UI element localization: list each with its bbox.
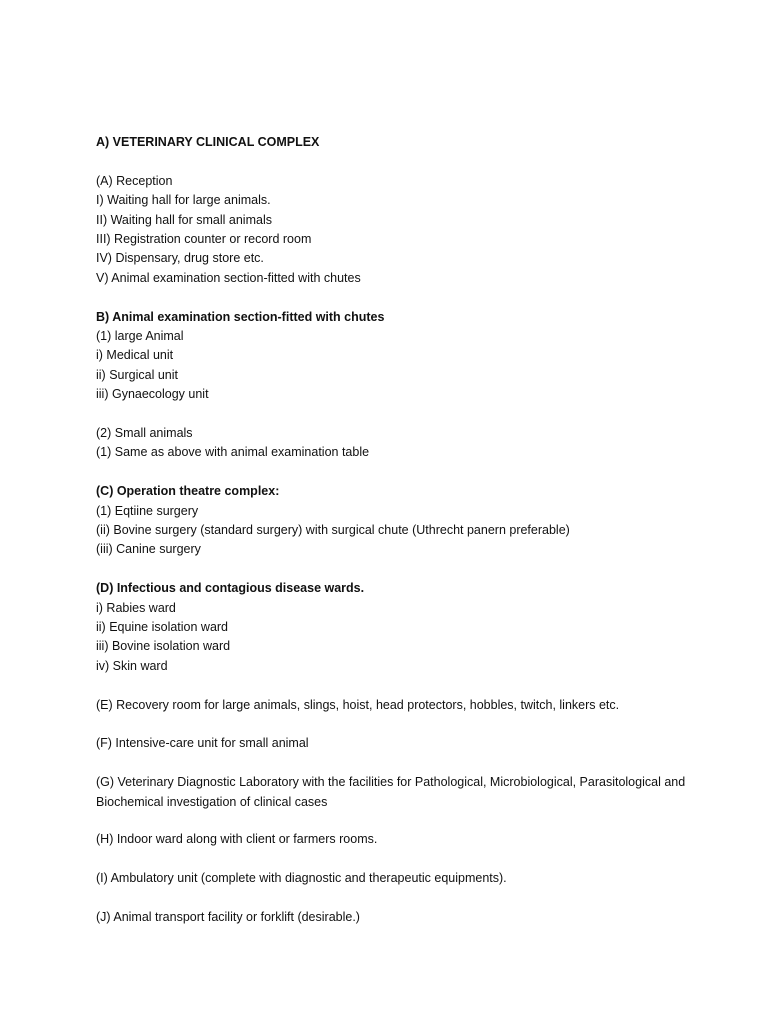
spacer <box>96 463 696 482</box>
list-item: i) Rabies ward <box>96 600 176 615</box>
document-body <box>96 133 696 927</box>
spacer <box>96 405 696 424</box>
spacer <box>96 850 696 869</box>
list-item: iii) Bovine isolation ward <box>96 639 231 654</box>
list-item: (ii) Bovine surgery (standard surgery) with surgical chute (Uthrecht panern preferable) <box>96 523 570 538</box>
list-item: I) Waiting hall for large animals. <box>96 193 271 208</box>
spacer <box>96 888 696 907</box>
spacer <box>96 152 696 171</box>
list-item: IV) Dispensary, drug store etc. <box>96 251 264 266</box>
ambulatory-unit-item: (I) Ambulatory unit (complete with diagnostic and therapeutic equipments). <box>96 870 507 885</box>
spacer <box>96 715 696 734</box>
list-item: II) Waiting hall for small animals <box>96 212 272 227</box>
diagnostic-lab-item: (G) Veterinary Diagnostic Laboratory with the facilities for Pathological, Microbiological, Parasitological and Biochemical investigation of clinical cases <box>96 775 686 809</box>
small-animal-heading: (2) Small animals <box>96 426 193 441</box>
list-item: (1) Same as above with animal examination table <box>96 445 370 460</box>
spacer <box>96 560 696 579</box>
list-item: III) Registration counter or record room <box>96 232 312 247</box>
list-item: i) Medical unit <box>96 348 174 363</box>
reception-heading: (A) Reception <box>96 173 173 188</box>
indoor-ward-item: (H) Indoor ward along with client or farmers rooms. <box>96 832 378 847</box>
document-title: A) VETERINARY CLINICAL COMPLEX <box>96 135 320 149</box>
operation-theatre-heading: (C) Operation theatre complex: <box>96 484 280 499</box>
spacer <box>96 812 696 830</box>
icu-item: (F) Intensive-care unit for small animal <box>96 736 309 751</box>
list-item: (1) Eqtiine surgery <box>96 503 199 518</box>
recovery-room-item: (E) Recovery room for large animals, slings, hoist, head protectors, hobbles, twitch, linkers etc. <box>96 697 620 712</box>
list-item: iv) Skin ward <box>96 658 168 673</box>
spacer <box>96 676 696 695</box>
list-item: ii) Surgical unit <box>96 367 178 382</box>
spacer <box>96 288 696 307</box>
list-item: iii) Gynaecology unit <box>96 387 209 402</box>
wards-heading: (D) Infectious and contagious disease wards. <box>96 581 365 596</box>
list-item: (iii) Canine surgery <box>96 542 201 557</box>
list-item: ii) Equine isolation ward <box>96 620 229 635</box>
animal-transport-item: (J) Animal transport facility or forklift (desirable.) <box>96 909 360 924</box>
exam-section-heading: B) Animal examination section-fitted with chutes <box>96 309 385 324</box>
spacer <box>96 754 696 773</box>
list-item: V) Animal examination section-fitted with chutes <box>96 270 361 285</box>
large-animal-heading: (1) large Animal <box>96 329 184 344</box>
